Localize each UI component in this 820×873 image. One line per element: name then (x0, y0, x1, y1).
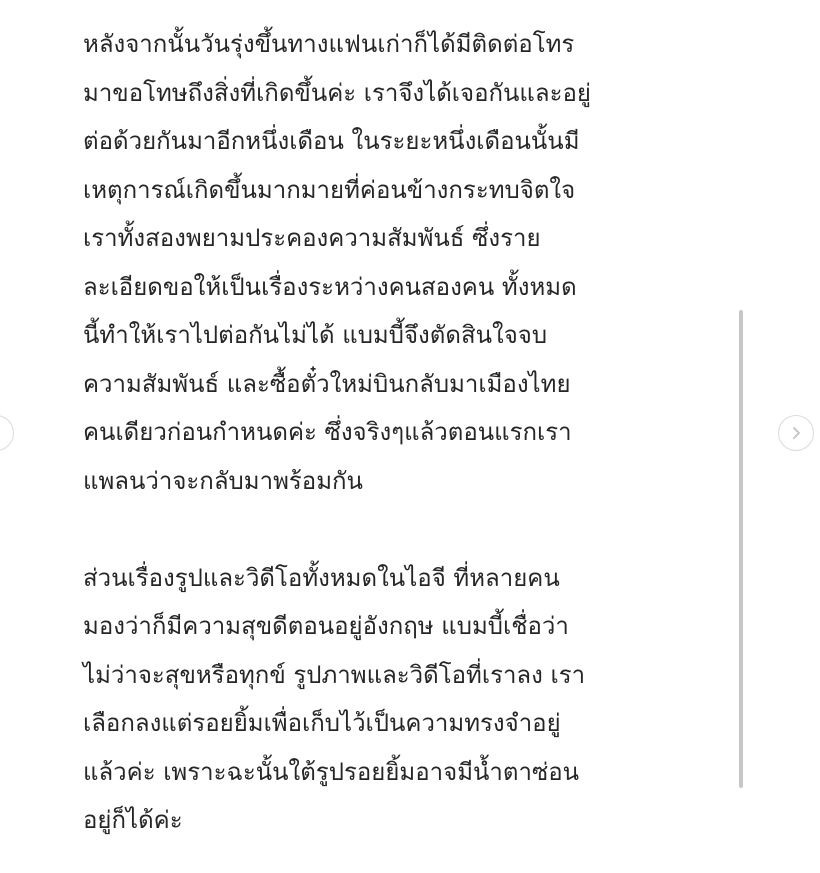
text-line: แพลนว่าจะกลับมาพร้อมกัน (83, 466, 363, 495)
text-line: เราทั้งสองพยามประคองความสัมพันธ์ ซึ่งราย (83, 224, 541, 252)
text-line: ต่อด้วยกันมาอีกหนึ่งเดือน ในระยะหนึ่งเดือนนั้นมี (83, 127, 580, 155)
text-line: หลังจากนั้นวันรุ่งขึ้นทางแฟนเก่าก็ได้มีติดต่อโทร (83, 30, 575, 58)
paragraph-2 (83, 554, 723, 845)
chevron-left-icon (0, 426, 3, 440)
paragraph-spacer (83, 505, 723, 554)
chevron-right-icon (789, 426, 803, 440)
paragraph-1 (83, 20, 723, 505)
scrollbar[interactable] (739, 310, 743, 788)
text-line: ส่วนเรื่องรูปและวิดีโอทั้งหมดในไอจี ที่หลายคน (83, 563, 560, 592)
text-line: มาขอโทษถึงสิ่งที่เกิดขึ้นค่ะ เราจึงได้เจอกันและอยู่ (83, 78, 591, 107)
text-line: เหตุการณ์เกิดขึ้นมากมายที่ค่อนข้างกระทบจิตใจ (83, 175, 576, 204)
text-line: มองว่าก็มีความสุขดีตอนอยู่อังกฤษ แบมบี้เชื่อว่า (83, 612, 569, 640)
text-line: ละเอียดขอให้เป็นเรื่องระหว่างคนสองคน ทั้งหมด (83, 272, 577, 301)
post-text-content (83, 20, 723, 845)
text-line: ความสัมพันธ์ และซื้อตั๋วใหม่บินกลับมาเมืองไทย (83, 369, 571, 398)
text-line: คนเดียวก่อนกำหนดค่ะ ซึ่งจริงๆแล้วตอนแรกเรา (83, 418, 572, 446)
text-line: เลือกลงแต่รอยยิ้มเพื่อเก็บไว้เป็นความทรงจำอยู่ (83, 709, 561, 737)
carousel-next-button[interactable] (778, 415, 814, 451)
text-line: อยู่ก็ได้ค่ะ (83, 806, 183, 834)
text-line: นี้ทำให้เราไปต่อกันไม่ได้ แบมบี้จึงตัดสินใจจบ (83, 321, 548, 349)
carousel-prev-button[interactable] (0, 415, 14, 451)
text-line: ไม่ว่าจะสุขหรือทุกข์ รูปภาพและวิดีโอที่เราลง เรา (83, 660, 586, 689)
text-line: แล้วค่ะ เพราะฉะนั้นใต้รูปรอยยิ้มอาจมีน้ำตาซ่อน (83, 757, 580, 786)
